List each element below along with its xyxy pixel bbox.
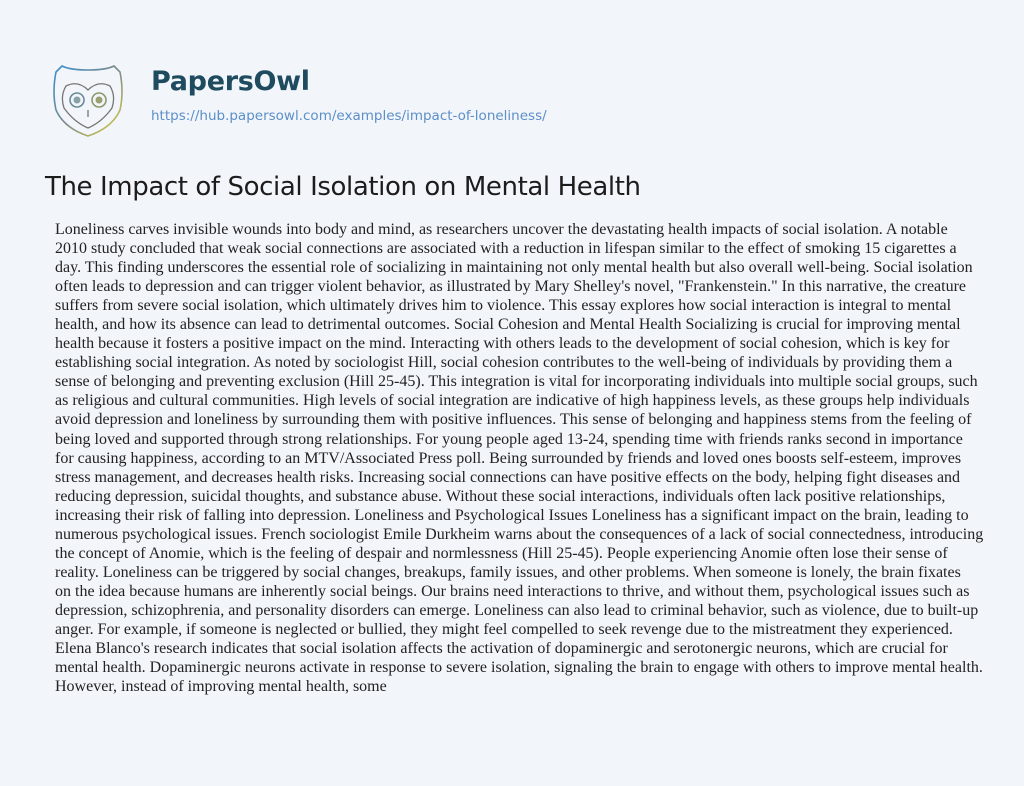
essay-line: as religious and cultural communities. High levels of social integration are indicative of high happiness levels, as these groups help individuals <box>55 392 970 410</box>
page-title: The Impact of Social Isolation on Mental Health <box>45 172 641 202</box>
essay-line: Elena Blanco's research indicates that social isolation affects the activation of dopaminergic and serotonergic neurons, which are crucial for <box>55 640 948 658</box>
essay-line: the concept of Anomie, which is the feeling of despair and normlessness (Hill 25-45). People experiencing Anomie often lose their sense of <box>55 544 948 562</box>
essay-line: being loved and supported through strong relationships. For young people aged 13-24, spending time with friends ranks second in importance <box>55 430 963 448</box>
essay-line: on the idea because humans are inherently social beings. Our brains need interactions to thrive, and without them, psychological issues such as <box>55 582 970 600</box>
essay-line: establishing social integration. As noted by sociologist Hill, social cohesion contributes to the well-being of individuals by providing them a <box>55 354 953 372</box>
essay-line: avoid depression and loneliness by surrounding them with positive influences. This sense of belonging and happiness stems from the feeling of <box>55 411 972 429</box>
essay-line: for causing happiness, according to an MTV/Associated Press poll. Being surrounded by friends and loved ones boosts self-esteem, improves <box>55 449 962 467</box>
essay-line: anger. For example, if someone is neglected or bullied, they might feel compelled to seek revenge due to the mistreatment they experienced. <box>55 620 953 638</box>
page-url-link[interactable]: https://hub.papersowl.com/examples/impact-of-loneliness/ <box>151 108 547 124</box>
essay-line: day. This finding underscores the essential role of socializing in maintaining not only mental health but also overall well-being. Social isolation <box>55 259 973 277</box>
essay-line: suffers from severe social isolation, which ultimately drives him to violence. This essay explores how social interaction is integral to mental <box>55 297 952 315</box>
essay-line: often leads to depression and can trigger violent behavior, as illustrated by Mary Shelley's novel, "Frankenstein." In this narrative, the creature <box>55 278 967 296</box>
essay-line: numerous psychological issues. French sociologist Emile Durkheim warns about the consequences of a lack of social connectedness, introducing <box>55 525 984 543</box>
essay-line: However, instead of improving mental health, some <box>55 678 387 696</box>
essay-line: mental health. Dopaminergic neurons activate in response to severe isolation, signaling the brain to engage with others to improve mental health. <box>55 659 983 677</box>
essay-line: reducing depression, suicidal thoughts, and substance abuse. Without these social interactions, individuals often lack positive relationships, <box>55 487 946 505</box>
essay-body <box>55 220 983 696</box>
essay-line: stress management, and decreases health risks. Increasing social connections can have positive effects on the body, helping fight diseases and <box>55 468 961 486</box>
essay-line: depression, schizophrenia, and personality disorders can emerge. Loneliness can also lead to criminal behavior, such as violence, due to built-up <box>55 601 979 619</box>
essay-line: Loneliness carves invisible wounds into body and mind, as researchers uncover the devastating health impacts of social isolation. A notable <box>55 221 948 238</box>
essay-line: increasing their risk of falling into depression. Loneliness and Psychological Issues Loneliness has a significant impact on the brain, leading to <box>55 506 969 524</box>
essay-line: health, and how its absence can lead to detrimental outcomes. Social Cohesion and Mental Health Socializing is crucial for improving mental <box>55 316 961 334</box>
papersowl-logo-icon <box>48 62 128 138</box>
brand-name[interactable]: PapersOwl <box>151 66 310 97</box>
essay-line: health because it fosters a positive impact on the mind. Interacting with others leads to the development of social cohesion, which is key for <box>55 335 950 353</box>
essay-line: sense of belonging and preventing exclusion (Hill 25-45). This integration is vital for incorporating individuals into multiple social groups, such <box>55 373 978 391</box>
essay-line: 2010 study concluded that weak social connections are associated with a reduction in lifespan similar to the effect of smoking 15 cigarettes a <box>55 240 957 258</box>
essay-line: reality. Loneliness can be triggered by social changes, breakups, family issues, and other problems. When someone is lonely, the brain fixates <box>55 563 961 581</box>
